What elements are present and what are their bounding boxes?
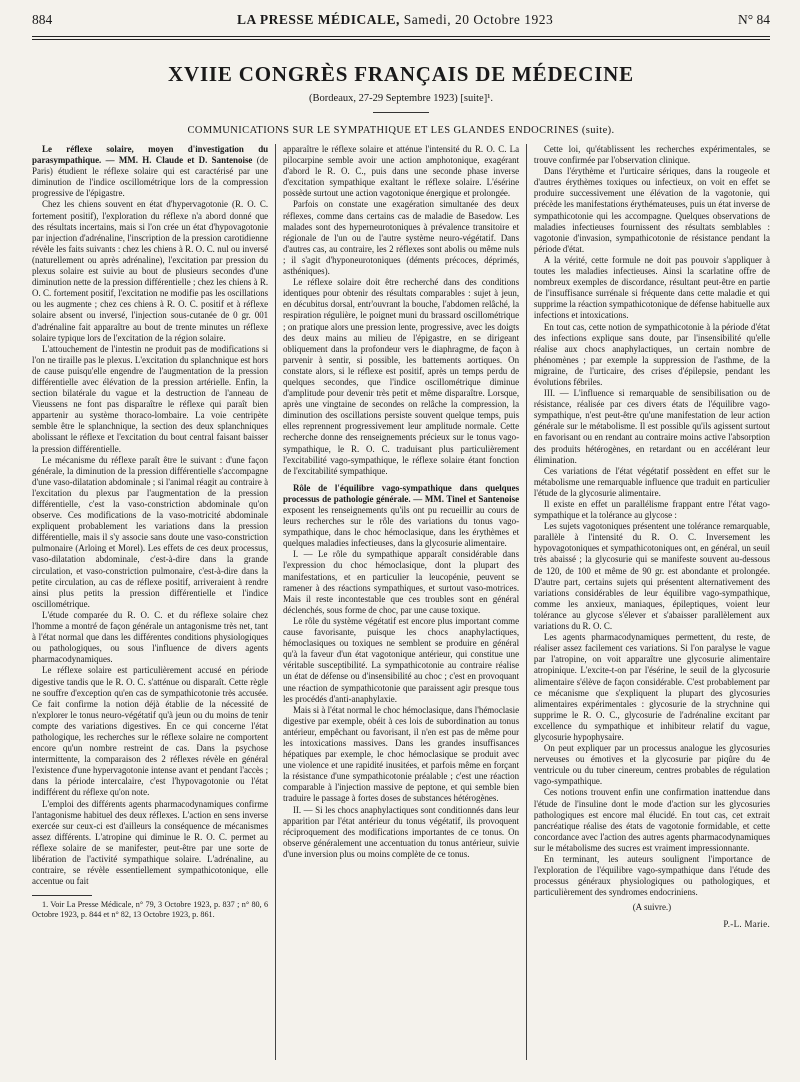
paragraph: Mais si à l'état normal le choc hémoclasique, dans l'hémoclasie digestive par exemple, obéit à ces lois de subordination au tonus antérieur, empêchant ou favorisant, il n'en est pas de même pour les intoxications massives. Dans les grandes insuffisances hépatiques par exemple, le choc hémoclasique se produit avec une violence et une rapidité inusitées, et parfois même en forçant la résistance d'une sympathicotonie préalable ; c'est une réaction comparable à l'injection massive de peptone, et qui semble bien traduire le passage à fortes doses de substances hétérogènes.: [282, 704, 520, 804]
paragraph: Le réflexe solaire doit être recherché dans des conditions identiques pour obtenir des résultats comparables : sujet à jeun, en décubitus dorsal, entr'ouvrant la bouche, l'abdomen relâché, la respiration régulière, le poignet muni du brassard oscillométrique ; on pratique alors une pression lente, progressive, avec les doigts des deux mains au milieu de l'épigastre, en se dirigeant obliquement dans la profondeur vers le diaphragme, de façon à parvenir à sentir, si possible, les battements aortiques. On constate alors, si le réflexe est positif, après un temps perdu de quelques secondes, que l'indice oscillométrique diminue d'amplitude pour devenir très petit et même disparaître. Lorsque, après une vingtaine de secondes on relâche la compression, la diminution des oscillations persiste souvent quelque temps, puis elles reprennent progressivement leur amplitude normale. Cette recherche donne des renseignements précieux sur le tonus vago-sympathique, le R. O. C. traduisant plus particulièrement l'excitabilité vago-sympathique, le réflexe solaire étant fonction de l'excitabilité sympathique.: [282, 277, 520, 476]
paragraph: Les agents pharmacodynamiques permettent, du reste, de réaliser assez facilement ces variations. Si l'on paralyse le vague par l'atropine, on voit apparaître une glycosurie alimentaire atropinique. L'excite-t-on par l'ésérine, le seuil de la glycosurie alimentaire s'élève de façon considérable. C'est probablement par ce mécanisme que s'expliquent la plupart des glycosuries alimentaires expérimentales : glycosurie de la strychnine qui supprime le R. O. C., glycosurie de l'adrénaline excitant par excellence du sympathique et inhibiteur relatif du vague, glycosurie hypophysaire.: [533, 632, 771, 742]
paragraph: Dans l'érythème et l'urticaire sériques, dans la rougeole et d'autres érythèmes toxiques ou infectieux, on voit en effet se produire successivement une élévation de la vagotonie, qui précède les manifestations érythémateuses, puis un état inverse de sympathicotonie qui les accompagne. Quelques observations de maladies infectieuses fournissent des résultats semblables : vagotonie d'invasion, sympathicotonie de résistance pendant la période d'état.: [533, 166, 771, 254]
paragraph: III. — L'influence si remarquable de sensibilisation ou de résistance, réalisée par ces divers états de l'équilibre vago-sympathique, n'est peut-être qu'une manifestation de leur action générale sur le métabolisme. Il est possible qu'ils agissent surtout en favorisant ou en rendant au contraire moins active l'absorption des produits hétérogènes, en retardant ou en accélérant leur élimination.: [533, 388, 771, 465]
issue-number: N° 84: [737, 12, 770, 27]
communication-heading: Le réflexe solaire, moyen d'investigation du parasympathique. — MM. H. Claude et D. Santenoise: [32, 144, 269, 166]
paragraph: Cette loi, qu'établissent les recherches expérimentales, se trouve confirmée par l'observation clinique.: [533, 144, 771, 166]
header-rule: [32, 36, 770, 37]
communication-heading: Rôle de l'équilibre vago-sympathique dans quelques processus de pathologie générale. — MM. Tinel et Santenoise: [282, 482, 520, 504]
paragraph: Chez les chiens souvent en état d'hypervagotonie (R. O. C. fortement positif), l'exploration du réflexe n'a abord donné que des résultats incertains, mais si l'on crée un état d'hypovagotonie par injection d'adrénaline, l'inscription de la pression carotidienne révèle les faits suivants : chez les chiens à R. O. C. nul ou inversé (naturellement ou après adrénaline), l'excitation par pression du plexus solaire est suivie au bout de plusieurs secondes d'une diminution nette de la pression différentielle ; chez les chiens à R. O. C. fortement positif, l'excitation ne modifie pas les oscillations ou les augmente ; chez ces chiens à R. O. C. positif et à réflexe solaire absent ou inversé, l'injection sous-cutanée de 0 gr. 001 d'adrénaline fait apparaître au bout de trente minutes un réflexe solaire typique lors de l'excitation de la région solaire.: [32, 199, 269, 343]
footnote-rule: [32, 895, 92, 896]
author-signature: P.-L. Marie.: [723, 919, 771, 930]
paragraph: Ces variations de l'état végétatif possèdent en effet sur le métabolisme une remarquable influence que traduit en particulier l'étude de la glycosurie alimentaire.: [533, 465, 771, 498]
article-title: XVIIE CONGRÈS FRANÇAIS DE MÉDECINE: [168, 62, 634, 86]
paragraph: II. — Si les chocs anaphylactiques sont conditionnés dans leur apparition par l'état antérieur du tonus végétatif, ils provoquent réciproquement des modifications importantes de ce tonus. On observe généralement une accentuation du tonus antérieur, suivie d'une inversion plus ou moins complète de ce tonus.: [282, 804, 520, 859]
paragraph: A la vérité, cette formule ne doit pas pouvoir s'appliquer à toutes les maladies infectieuses. Ainsi la scarlatine offre de nombreux exemples de discordance, résultant peut-être en partie de l'insuffisance surrénale si fréquente dans cette maladie et qui supprime la réaction sympathicotonique de défense habituelle aux infections et intoxications.: [533, 254, 771, 321]
issue-date: Samedi, 20 Octobre 1923: [403, 12, 554, 27]
page-number: 884: [32, 12, 53, 27]
column-2: [276, 144, 526, 1060]
column-1: [32, 144, 275, 1060]
paragraph: On peut expliquer par un processus analogue les glycosuries nerveuses ou émotives et la glycosurie par piqûre du 4e ventricule ou du tuber cinereum, centres probables de régulation vago-sympathique.: [533, 743, 771, 787]
paragraph: Les sujets vagotoniques présentent une tolérance remarquable, parallèle à l'intensité du R. O. C. Inversement les hypovagotoniques et sympathicotoniques ont, en général, un seuil très abaissé ; la glycosurie qui se manifeste souvent au-dessous de 120, de 100 et même de 90 gr. est abondante et prolongée. D'autre part, certains sujets qui présentent alternativement des variations considérables de leur équilibre vago-sympathique, comme les anxieux, maniaques, épileptiques, voient leur tolérance au glycose s'élever et s'abaisser parallèlement aux variations du R. O. C.: [533, 521, 771, 632]
paragraph: Le réflexe solaire est particulièrement accusé en période digestive tandis que le R. O. C. s'atténue ou disparaît. Cette règle ne souffre d'exception qu'en cas de sympathicotonie très accusée. Ce fait confirme la notion déjà établie de la nécessité de n'explorer le tonus neuro-végétatif qu'à jeun ou du moins de tenir compte des variations digestives. En ce qui concerne l'état pathologique, les recherches sur le réflexe solaire ne comportent encore qu'un nombre restreint de cas. Dans la psychose intermittente, la comparaison des 2 réflexes révèle en général l'existence d'une hypervagotonie intense avant et pendant l'accès ; dans la période intercalaire, c'est l'hypovagotonie ou l'état indifférent du réflexe qu'on note.: [32, 665, 269, 798]
paragraph: Ces notions trouvent enfin une confirmation inattendue dans l'étude de l'insuline dont le mode d'action sur les glycosuries pathologiques est encore mal élucidé. En tout cas, cet extrait pancréatique réalise des états de vagotonie formidable, et cette concordance avec l'action des autres agents pharmacodynamiques sur le métabolisme des sucres est vraiment impressionnante.: [533, 787, 771, 853]
paragraph-text: (de Paris) étudient le réflexe solaire qui est caractérisé par une diminution de l'indice oscillométrique lors de la compression progressive de l'épigastre.: [32, 155, 269, 199]
paragraph: L'étude comparée du R. O. C. et du réflexe solaire chez l'homme a montré de façon générale un antagonisme très net, tant à l'état normal que dans les différentes conditions physiologiques ou pathologiques, ou sous l'influence de divers agents pharmacodynamiques.: [32, 609, 269, 665]
paragraph: Le mécanisme du réflexe paraît être le suivant : d'une façon générale, la diminution de la pression différentielle s'accompagne d'une vaso-dilatation abdominale ; si l'animal réagit au contraire à l'excitation du plexus par l'augmentation de la pression différentielle, c'est la vaso-constriction abdominale qu'on observe. Ces modifications de la vaso-motricité abdominale expliquent probablement les variations dans la pression différentielle, mais il s'y associe sans doute une vaso-constriction pulmonaire (Arloing et Morel). Les effets de ces deux processus, vaso-dilatation abdominale, c'est-à-dire dans la grande circulation, et vaso-constriction pulmonaire, c'est-à-dire dans la petite circulation, au cas de réflexe positif, arriveraient à rendre ainsi plus petits la pression différentielle et l'indice oscillométrique.: [32, 454, 269, 609]
journal-name: LA PRESSE MÉDICALE,: [236, 12, 400, 27]
paragraph: [283, 483, 519, 550]
title-divider: [373, 112, 429, 113]
paragraph: Il existe en effet un parallélisme frappant entre l'état vago-sympathique et la tolérance au glycose :: [533, 499, 771, 521]
paragraph: L'attouchement de l'intestin ne produit pas de modifications si l'on ne tiraille pas le plexus. L'excitation du splanchnique est hors de cause puisqu'elle engendre de l'augmentation de la pression différentielle avec élévation de la pression artérielle. Enfin, la section bilatérale du vague et la destruction de l'anneau de Vieussens ne font pas disparaître le réflexe qui paraît bien appartenir au système thoraco-lombaire. La voie centripète semble être le splanchnique, la section des deux splanchniques abolissant le réflexe et l'excitation du bout central faisant baisser la pression différentielle.: [32, 343, 269, 454]
footnote: 1. Voir La Presse Médicale, n° 79, 3 Octobre 1923, p. 837 ; n° 80, 6 Octobre 1923, p. 844 et n° 82, 13 Octobre 1923, p. 861.: [32, 900, 269, 920]
paragraph: Parfois on constate une exagération simultanée des deux réflexes, comme dans certains cas de maladie de Basedow. Les malades sont des hyperneurotoniques à prévalence transitoire et régionale de l'un ou de l'autre système neuro-végétatif. Dans d'autres cas, au contraire, les 2 réflexes sont abolis ou même nuls ; il s'agit d'hyponeurotoniques (déments précoces, déprimés, asthéniques).: [282, 199, 520, 277]
paragraph: L'emploi des différents agents pharmacodynamiques confirme l'antagonisme habituel des deux réflexes. L'action en sens inverse exercée sur ceux-ci est d'ailleurs la conséquence de mécanismes assez différents. L'atropine qui diminue le R. O. C. permet au réflexe solaire de se manifester, peut-être par une sorte de libération de l'activité sympathique solaire. L'adrénaline, au contraire, se révèle essentiellement sympathicotonique, elle accentue ou fait: [32, 798, 269, 887]
running-header: [32, 12, 770, 32]
paragraph: apparaître le réflexe solaire et atténue l'intensité du R. O. C. La pilocarpine semble avoir une action amphotonique, exagérant d'abord le R. O. C., puis dans une seconde phase inverse d'excitation sympathique exaltant le réflexe solaire. L'ésérine possède surtout une action vagotonique énergique et prolongée.: [282, 144, 520, 199]
article-subtitle: (Bordeaux, 27-29 Septembre 1923) [suite]¹.: [309, 93, 493, 104]
header-rule-thin: [32, 39, 770, 40]
section-title: COMMUNICATIONS SUR LE SYMPATHIQUE ET LES GLANDES ENDOCRINES (suite).: [187, 125, 615, 136]
column-3: [527, 144, 770, 1060]
to-be-continued: (A suivre.): [632, 902, 672, 913]
paragraph: [32, 144, 268, 199]
paragraph-text: exposent les renseignements qu'ils ont pu recueillir au cours de leurs recherches sur le rôle des variations du tonus vago-sympathique, dans le choc hémoclasique, dans les érythèmes et quelques maladies infectieuses, dans la glycosurie alimentaire.: [282, 505, 520, 549]
paragraph: I. — Le rôle du sympathique apparaît considérable dans l'expression du choc hémoclasique, dont la plupart des manifestations, et en particulier la leucopénie, peuvent se ramener à des réactions sympathiques, et surtout vaso-motrices. Mais il reste incontestable que ces troubles sont en général déclenchés, sous forme de choc, par une cause toxique.: [282, 549, 520, 615]
paragraph: Le rôle du système végétatif est encore plus important comme cause favorisante, puisque les chocs anaphylactiques, hémoclasiques ou toxiques ne semblent se produire en général qu'à la faveur d'un état vagotonique antérieur, qui constitue une véritable susceptibilité. La sympathicotonie au contraire réalise un état de défense ou d'insensibilité au choc ; c'est en provoquant une réaction de sympathicotonie que paraissent agir presque tous les procédés d'anti-anaphylaxie.: [282, 615, 520, 704]
paragraph: En tout cas, cette notion de sympathicotonie à la période d'état des infections explique sans doute, par l'insensibilité qu'elle réalise aux chocs anaphylactiques, un certain nombre de phénomènes ; par exemple la suppression de l'asthme, de la migraine, de l'urticaire, des crises d'épilepsie, pendant les évolutions fébriles.: [533, 321, 771, 387]
paragraph: En terminant, les auteurs soulignent l'importance de l'exploration de l'équilibre vago-sympathique dans l'étude des processus généraux physiologiques ou pathologiques, et particulièrement des syndromes endocriniens.: [533, 854, 771, 898]
text-columns: [32, 144, 770, 1060]
journal-date-line: [237, 12, 553, 28]
